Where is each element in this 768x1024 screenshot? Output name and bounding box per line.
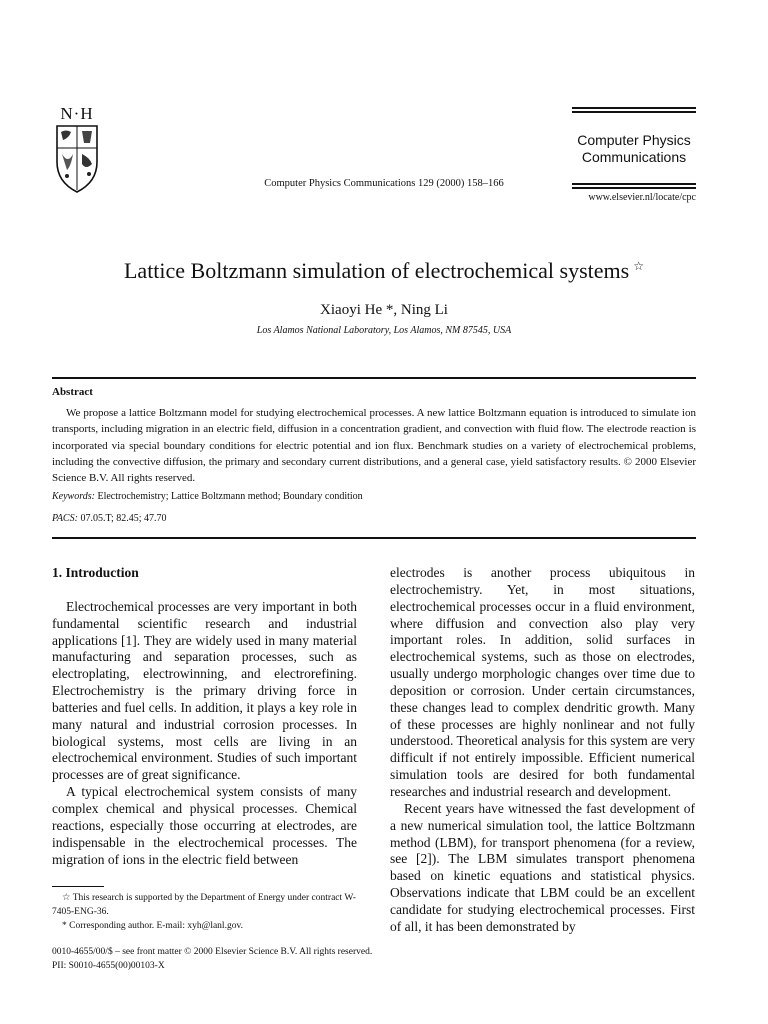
issn-line: 0010-4655/00/$ – see front matter © 2000 Elsevier Science B.V. All rights reserved. — [52, 947, 373, 957]
section-heading: 1. Introduction — [52, 565, 139, 580]
footnote-funding: ☆ This research is supported by the Department of Energy under contract W-7405-ENG-36. — [52, 893, 356, 917]
abstract-rule-top — [52, 377, 696, 379]
author-affiliation: Los Alamos National Laboratory, Los Alamos, NM 87545, USA — [256, 325, 512, 336]
article-title-block — [0, 258, 768, 284]
journal-citation: Computer Physics Communications 129 (2000) 158–166 — [264, 178, 504, 189]
pacs-value: 07.05.T; 82.45; 47.70 — [80, 513, 167, 524]
body-column-left — [52, 565, 357, 868]
journal-rule-top-2 — [572, 111, 696, 113]
journal-name — [572, 132, 696, 166]
journal-name-line1: Computer Physics — [577, 132, 691, 148]
article-title: Lattice Boltzmann simulation of electrochemical systems — [123, 258, 630, 283]
keywords-value: Electrochemistry; Lattice Boltzmann method; Boundary condition — [97, 491, 363, 502]
abstract-text: We propose a lattice Boltzmann model for studying electrochemical processes. A new lattice Boltzmann equation is introduced to simulate ion transports, including migration in an electric field, diffusion in a concentration gradient, and convection with fluid flow. The electrode reaction is incorporated via special boundary conditions for electric potential and ion flux. Benchmark studies on a variety of electrochemical problems, including the convective diffusion, the primary and secondary current distributions, and a general case, yield satisfactory results. © 2000 Elsevier Science B.V. All rights reserved. — [52, 407, 696, 485]
paragraph: Electrochemical processes are very important in both fundamental scientific research and industrial applications [1]. They are widely used in many material manufacturing and separation processes, such as electroplating, electrowinning, and electrorefining. Electrochemistry is the primary driving force in batteries and fuel cells. In addition, it plays a key role in many natural and industrial corrosion processes. In biological systems, most cells are living in an electrochemical environment. Studies of such important processes are of great significance. — [52, 598, 357, 783]
paragraph: Recent years have witnessed the fast development of a new numerical simulation tool, the lattice Boltzmann method (LBM), for transport phenomena (for a review, see [2]). The LBM simulates transport phenomena based on kinetic equations and statistical physics. Observations indicate that LBM could be an excellent candidate for studying electrochemical processes. First of all, it has been demonstrated by — [390, 800, 695, 934]
title-footnote-mark: ☆ — [633, 258, 644, 273]
body-column-right — [390, 565, 695, 936]
footnote-rule — [52, 886, 104, 887]
pii-line: PII: S0010-4655(00)00103-X — [52, 961, 165, 971]
front-matter-info — [52, 945, 372, 973]
paragraph: A typical electrochemical system consists of many complex chemical and physical processes. Chemical reactions, especially those occurring at electrodes, are indispensable in the electrochemical processes. The migration of ions in the electric field between — [52, 784, 357, 867]
footnotes — [52, 891, 357, 933]
footnote-corresponding-author: * Corresponding author. E-mail: xyh@lanl.gov. — [62, 921, 243, 931]
pacs-label: PACS: — [52, 513, 78, 524]
keywords-label: Keywords: — [52, 491, 95, 502]
abstract-rule-bottom — [52, 537, 696, 539]
abstract-heading: Abstract — [52, 386, 93, 398]
publisher-logo-text: N·H — [60, 104, 94, 123]
journal-url[interactable]: www.elsevier.nl/locate/cpc — [588, 192, 696, 203]
pacs-line — [52, 513, 167, 524]
journal-rule-bottom-2 — [572, 187, 696, 189]
journal-rule-top — [572, 107, 696, 109]
journal-name-line2: Communications — [581, 149, 687, 165]
journal-rule-bottom — [572, 183, 696, 185]
paragraph: electrodes is another process ubiquitous in electrochemistry. Yet, in most situations, electrochemical processes occur in a fluid environment, where diffusion and convection also play very important roles. In addition, solid surfaces in electrochemical systems, such as those on electrodes, usually undergo morphologic changes over time due to deposition or corrosion. Under certain circumstances, these changes lead to complex dendritic growth. Many of these processes are highly nonlinear and not fully understood. Theoretical analysis for this system are very difficult if not entirely impossible. Efficient numerical simulation tools are desired for both fundamental researches and industrial research and development. — [390, 565, 695, 799]
article-authors: Xiaoyi He *, Ning Li — [320, 302, 448, 318]
keywords-line — [52, 491, 363, 502]
